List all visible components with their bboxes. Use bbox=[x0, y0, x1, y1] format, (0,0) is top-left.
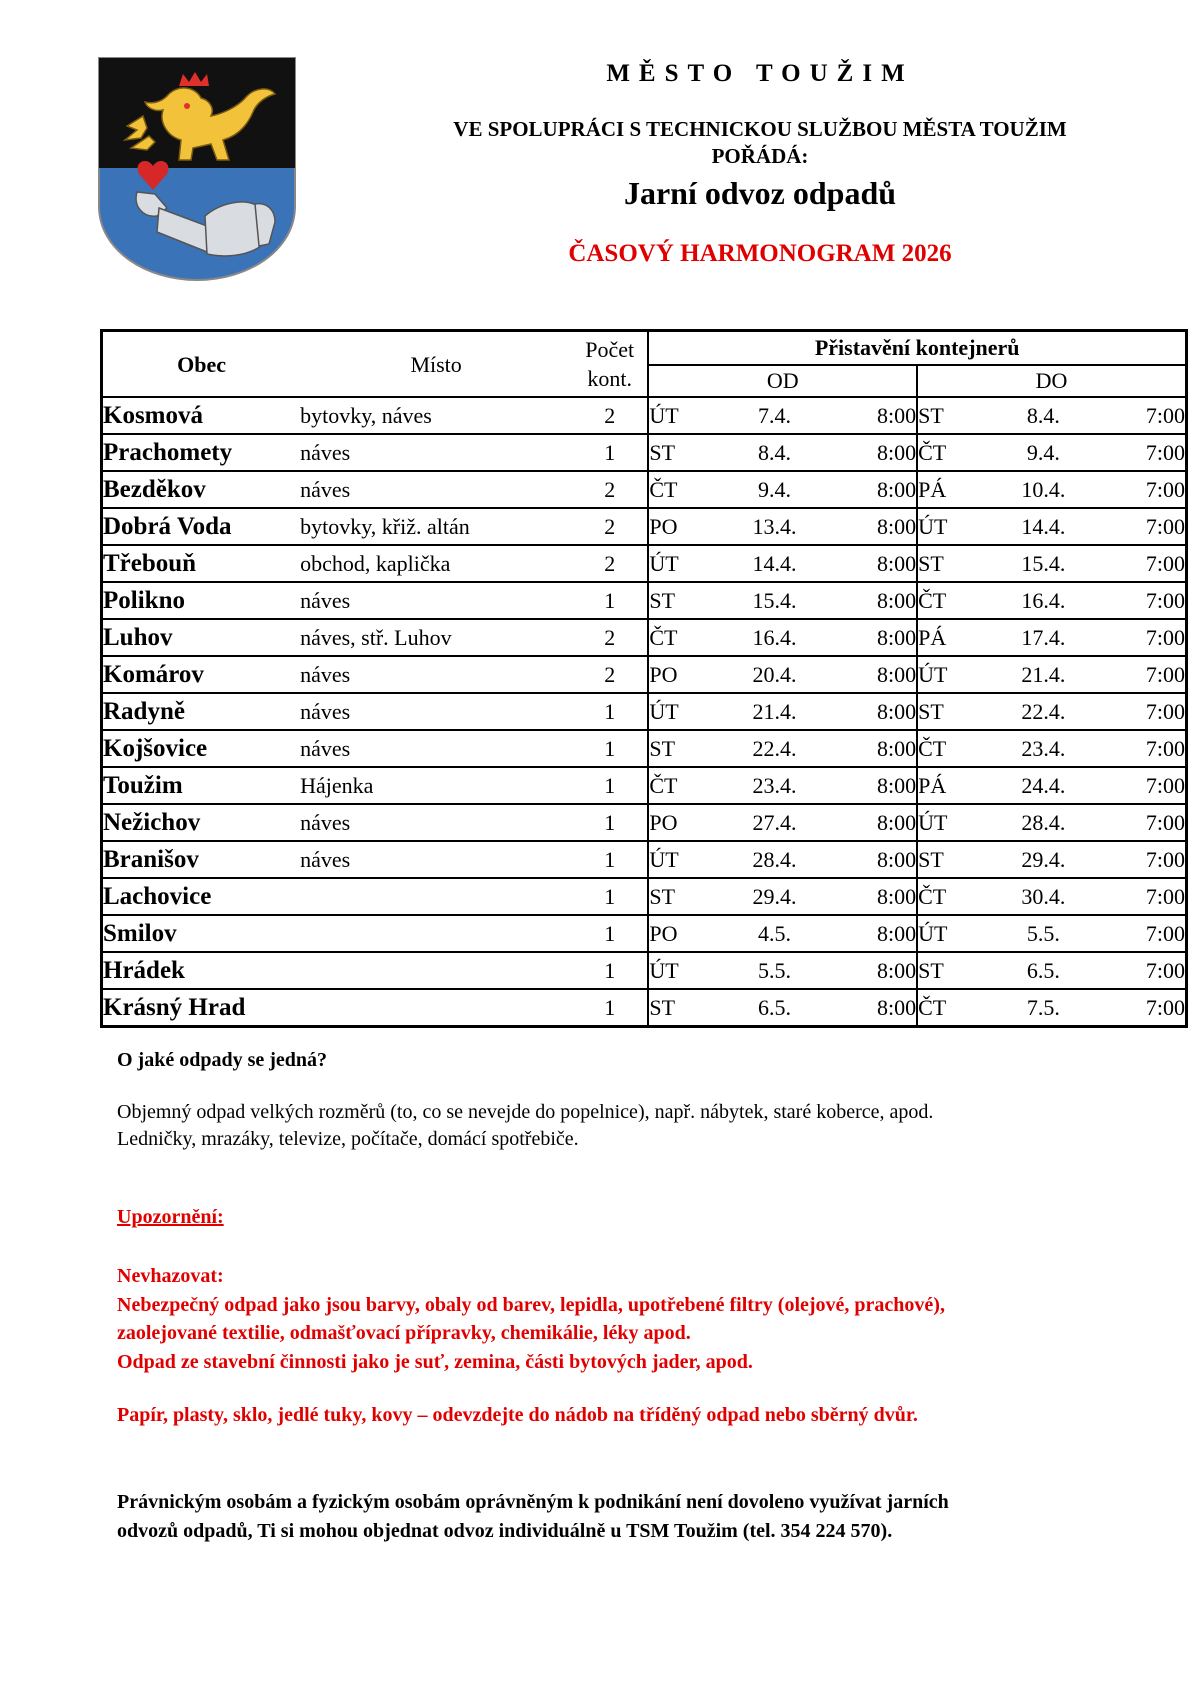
cell-od-time: 8:00 bbox=[834, 804, 917, 841]
cell-misto bbox=[300, 878, 572, 915]
cell-do-time: 7:00 bbox=[1103, 545, 1186, 582]
cell-misto: náves bbox=[300, 699, 351, 724]
cell-pocet: 1 bbox=[604, 773, 616, 798]
cell-pocet: 2 bbox=[604, 403, 616, 428]
cell-do-date: 16.4. bbox=[983, 582, 1103, 619]
cell-do-time: 7:00 bbox=[1103, 730, 1186, 767]
table-row bbox=[102, 730, 1187, 767]
legal-line-2: odvozů odpadů, Ti si mohou objednat odvoz individuálně u TSM Toužim (tel. 354 224 570). bbox=[117, 1520, 893, 1542]
cell-do-date: 7.5. bbox=[1026, 995, 1060, 1020]
table-row bbox=[102, 693, 1187, 730]
table-row bbox=[102, 989, 1187, 1027]
cell-obec: Třebouň bbox=[103, 550, 197, 577]
cell-obec: Hrádek bbox=[103, 957, 185, 984]
cell-do-date: 24.4. bbox=[983, 767, 1103, 804]
cell-pocet: 2 bbox=[604, 514, 616, 539]
cell-do-time: 7:00 bbox=[1103, 841, 1186, 878]
schedule-rows bbox=[102, 397, 1187, 1027]
cell-od-day: PO bbox=[648, 656, 714, 693]
cell-do-time: 7:00 bbox=[1103, 619, 1186, 656]
cell-do-time: 7:00 bbox=[1103, 508, 1186, 545]
cell-pocet: 1 bbox=[604, 921, 616, 946]
cell-obec: Krásný Hrad bbox=[103, 994, 246, 1021]
cell-obec: Komárov bbox=[103, 661, 204, 688]
cell-obec: Radyně bbox=[103, 698, 185, 725]
cell-obec: Toužim bbox=[103, 772, 183, 799]
cell-od-time: 8:00 bbox=[834, 545, 917, 582]
cell-od-day: ST bbox=[648, 989, 714, 1027]
header-obec: Obec bbox=[102, 331, 301, 398]
cell-do-date: 9.4. bbox=[983, 434, 1103, 471]
cell-do-day: ÚT bbox=[917, 804, 983, 841]
cell-od-date: 23.4. bbox=[715, 767, 835, 804]
cell-od-time: 8:00 bbox=[834, 582, 917, 619]
cell-pocet: 1 bbox=[604, 588, 616, 613]
cell-od-time: 8:00 bbox=[834, 693, 917, 730]
table-row bbox=[102, 767, 1187, 804]
cell-od-day: PO bbox=[648, 915, 714, 952]
table-row bbox=[102, 804, 1187, 841]
table-row bbox=[102, 619, 1187, 656]
cell-do-time: 7:00 bbox=[1103, 397, 1186, 434]
header-do: DO bbox=[917, 365, 1186, 397]
cell-pocet: 1 bbox=[604, 736, 616, 761]
cell-do-date: 28.4. bbox=[983, 804, 1103, 841]
cell-misto bbox=[300, 989, 572, 1027]
cell-do-day: ST bbox=[917, 841, 983, 878]
cell-pocet: 1 bbox=[604, 440, 616, 465]
cell-obec: Kojšovice bbox=[103, 735, 208, 762]
cell-misto: náves bbox=[300, 588, 351, 613]
cell-do-day: ČT bbox=[917, 434, 983, 471]
cell-od-time: 8:00 bbox=[834, 915, 917, 952]
table-row bbox=[102, 841, 1187, 878]
cell-do-day: ST bbox=[917, 397, 983, 434]
cell-do-date: 23.4. bbox=[983, 730, 1103, 767]
cell-od-time: 8:00 bbox=[834, 397, 917, 434]
cell-od-time: 8:00 bbox=[834, 619, 917, 656]
cell-do-date: 8.4. bbox=[983, 397, 1103, 434]
cell-od-date: 15.4. bbox=[715, 582, 835, 619]
cell-od-date: 21.4. bbox=[715, 693, 835, 730]
cell-od-time: 8:00 bbox=[834, 841, 917, 878]
page-title: Jarní odvoz odpadů bbox=[623, 175, 897, 211]
cell-obec: Nežichov bbox=[103, 809, 201, 836]
cell-do-time: 7:00 bbox=[1103, 767, 1186, 804]
cell-do-day: ČT bbox=[917, 989, 983, 1027]
cell-do-date: 22.4. bbox=[983, 693, 1103, 730]
cell-do-time: 7:00 bbox=[1103, 952, 1186, 989]
cell-od-date: 20.4. bbox=[715, 656, 835, 693]
cell-od-day: PO bbox=[648, 508, 714, 545]
cell-do-time: 7:00 bbox=[1103, 878, 1186, 915]
cell-do-time: 7:00 bbox=[1103, 471, 1186, 508]
cell-od-day: ST bbox=[648, 582, 714, 619]
cell-do-date: 29.4. bbox=[983, 841, 1103, 878]
cooperation-line-2: POŘÁDÁ: bbox=[711, 144, 809, 168]
cell-do-time: 7:00 bbox=[1145, 995, 1185, 1020]
cell-pocet: 1 bbox=[604, 958, 616, 983]
warning-line-3: Odpad ze stavební činnosti jako je suť, zemina, části bytových jader, apod. bbox=[117, 1350, 753, 1373]
warning-title: Upozornění: bbox=[117, 1206, 224, 1228]
cooperation-line-1: VE SPOLUPRÁCI S TECHNICKOU SLUŽBOU MĚSTA TOUŽIM bbox=[453, 117, 1067, 141]
cell-misto bbox=[300, 952, 572, 989]
header-pocet-line2: kont. bbox=[587, 366, 633, 391]
cell-od-date: 7.4. bbox=[715, 397, 835, 434]
cell-do-date: 15.4. bbox=[983, 545, 1103, 582]
cell-misto: Hájenka bbox=[300, 773, 374, 798]
cell-obec: Lachovice bbox=[103, 883, 212, 910]
cell-misto: náves, stř. Luhov bbox=[300, 625, 452, 650]
cell-do-date: 6.5. bbox=[983, 952, 1103, 989]
cell-do-day: PÁ bbox=[917, 471, 983, 508]
cell-pocet: 1 bbox=[604, 847, 616, 872]
schedule-subtitle: ČASOVÝ HARMONOGRAM 2026 bbox=[568, 240, 952, 267]
cell-od-day: ČT bbox=[648, 767, 714, 804]
warning-line-2: zaolejované textilie, odmašťovací přípravky, chemikálie, léky apod. bbox=[117, 1322, 691, 1344]
header-pocet bbox=[572, 331, 648, 398]
cell-od-day: PO bbox=[648, 804, 714, 841]
cell-do-date: 10.4. bbox=[983, 471, 1103, 508]
city-crest-icon bbox=[97, 56, 297, 282]
cell-pocet: 1 bbox=[604, 699, 616, 724]
cell-od-time: 8:00 bbox=[876, 995, 917, 1020]
warning-line-1: Nebezpečný odpad jako jsou barvy, obaly od barev, lepidla, upotřebené filtry (olejové, prachové), bbox=[117, 1293, 945, 1316]
cell-od-time: 8:00 bbox=[834, 767, 917, 804]
table-row bbox=[102, 545, 1187, 582]
cell-do-day: ČT bbox=[917, 730, 983, 767]
cell-od-day: ST bbox=[648, 434, 714, 471]
cell-pocet: 1 bbox=[604, 995, 616, 1020]
cell-od-date: 6.5. bbox=[758, 995, 792, 1020]
cell-do-date: 14.4. bbox=[983, 508, 1103, 545]
cell-obec: Luhov bbox=[103, 624, 173, 651]
cell-obec: Dobrá Voda bbox=[103, 513, 232, 540]
cell-od-date: 28.4. bbox=[715, 841, 835, 878]
cell-do-day: ÚT bbox=[917, 915, 983, 952]
question-heading: O jaké odpady se jedná? bbox=[117, 1049, 328, 1071]
header-misto: Místo bbox=[300, 331, 572, 398]
description-line-2: Ledničky, mrazáky, televize, počítače, domácí spotřebiče. bbox=[117, 1128, 579, 1150]
cell-do-day: PÁ bbox=[917, 619, 983, 656]
cell-od-day: ÚT bbox=[648, 952, 714, 989]
warning-block bbox=[117, 1262, 1177, 1376]
cell-do-time: 7:00 bbox=[1103, 804, 1186, 841]
cell-do-time: 7:00 bbox=[1103, 434, 1186, 471]
cell-od-date: 16.4. bbox=[715, 619, 835, 656]
cell-od-date: 14.4. bbox=[715, 545, 835, 582]
cell-od-time: 8:00 bbox=[834, 878, 917, 915]
table-row bbox=[102, 471, 1187, 508]
description-line-1: Objemný odpad velkých rozměrů (to, co se nevejde do popelnice), např. nábytek, staré koberce, apod. bbox=[117, 1101, 934, 1123]
cell-od-day: ÚT bbox=[648, 841, 714, 878]
cell-od-date: 13.4. bbox=[715, 508, 835, 545]
cooperation-text bbox=[370, 116, 1150, 170]
cell-od-day: ČT bbox=[648, 471, 714, 508]
cell-do-day: ST bbox=[917, 693, 983, 730]
cell-od-date: 8.4. bbox=[715, 434, 835, 471]
header-pristaveni: Přistavění kontejnerů bbox=[648, 331, 1186, 366]
cell-od-time: 8:00 bbox=[834, 730, 917, 767]
cell-od-time: 8:00 bbox=[834, 656, 917, 693]
waste-description bbox=[117, 1099, 1177, 1153]
cell-misto: bytovky, křiž. altán bbox=[300, 514, 470, 539]
header-od: OD bbox=[648, 365, 917, 397]
cell-obec: Bezděkov bbox=[103, 476, 206, 503]
cell-od-date: 5.5. bbox=[715, 952, 835, 989]
cell-do-time: 7:00 bbox=[1103, 656, 1186, 693]
cell-misto: náves bbox=[300, 662, 351, 687]
cell-do-day: ČT bbox=[917, 878, 983, 915]
warning-nevhazovat: Nevhazovat: bbox=[117, 1265, 224, 1287]
cell-misto: náves bbox=[300, 847, 351, 872]
cell-misto: bytovky, náves bbox=[300, 403, 432, 428]
cell-od-date: 27.4. bbox=[715, 804, 835, 841]
cell-od-time: 8:00 bbox=[834, 508, 917, 545]
cell-misto bbox=[300, 915, 572, 952]
legal-line-1: Právnickým osobám a fyzickým osobám oprávněným k podnikání není dovoleno využívat jarních bbox=[117, 1491, 949, 1513]
cell-do-day: ST bbox=[917, 952, 983, 989]
cell-do-day: ST bbox=[917, 545, 983, 582]
table-row bbox=[102, 915, 1187, 952]
cell-pocet: 1 bbox=[604, 810, 616, 835]
cell-od-day: ÚT bbox=[648, 397, 714, 434]
cell-od-time: 8:00 bbox=[834, 471, 917, 508]
sorted-waste-note: Papír, plasty, sklo, jedlé tuky, kovy – odevzdejte do nádob na tříděný odpad nebo sběrný dvůr. bbox=[117, 1404, 918, 1426]
cell-obec: Kosmová bbox=[103, 402, 203, 429]
table-row bbox=[102, 397, 1187, 434]
cell-od-time: 8:00 bbox=[834, 434, 917, 471]
cell-pocet: 2 bbox=[604, 662, 616, 687]
cell-do-day: ÚT bbox=[917, 656, 983, 693]
table-row bbox=[102, 878, 1187, 915]
cell-od-day: ST bbox=[648, 730, 714, 767]
cell-pocet: 2 bbox=[604, 625, 616, 650]
cell-od-date: 22.4. bbox=[715, 730, 835, 767]
cell-od-day: ÚT bbox=[648, 545, 714, 582]
cell-do-date: 30.4. bbox=[983, 878, 1103, 915]
table-row bbox=[102, 508, 1187, 545]
cell-obec: Polikno bbox=[103, 587, 185, 614]
table-row bbox=[102, 656, 1187, 693]
cell-obec: Prachomety bbox=[103, 439, 233, 466]
cell-do-time: 7:00 bbox=[1103, 582, 1186, 619]
cell-od-day: ÚT bbox=[648, 693, 714, 730]
cell-obec: Branišov bbox=[103, 846, 199, 873]
cell-misto: náves bbox=[300, 440, 351, 465]
cell-misto: náves bbox=[300, 810, 351, 835]
cell-od-date: 4.5. bbox=[715, 915, 835, 952]
cell-do-date: 17.4. bbox=[983, 619, 1103, 656]
cell-pocet: 1 bbox=[604, 884, 616, 909]
cell-od-time: 8:00 bbox=[834, 952, 917, 989]
cell-obec: Smilov bbox=[103, 920, 177, 947]
cell-od-day: ST bbox=[648, 878, 714, 915]
cell-misto: obchod, kaplička bbox=[300, 551, 451, 576]
cell-pocet: 2 bbox=[604, 551, 616, 576]
header-pocet-line1: Počet bbox=[585, 337, 635, 362]
table-row bbox=[102, 952, 1187, 989]
cell-do-time: 7:00 bbox=[1103, 693, 1186, 730]
cell-do-date: 5.5. bbox=[983, 915, 1103, 952]
cell-pocet: 2 bbox=[604, 477, 616, 502]
cell-od-date: 29.4. bbox=[715, 878, 835, 915]
cell-od-date: 9.4. bbox=[715, 471, 835, 508]
schedule-table bbox=[100, 329, 1188, 1028]
cell-do-day: ČT bbox=[917, 582, 983, 619]
cell-od-day: ČT bbox=[648, 619, 714, 656]
table-row bbox=[102, 582, 1187, 619]
cell-misto: náves bbox=[300, 736, 351, 761]
legal-note bbox=[117, 1488, 1177, 1546]
cell-do-date: 21.4. bbox=[983, 656, 1103, 693]
cell-misto: náves bbox=[300, 477, 351, 502]
cell-do-day: ÚT bbox=[917, 508, 983, 545]
cell-do-day: PÁ bbox=[917, 767, 983, 804]
table-row bbox=[102, 434, 1187, 471]
cell-do-time: 7:00 bbox=[1103, 915, 1186, 952]
city-name: MĚSTO TOUŽIM bbox=[606, 60, 914, 87]
